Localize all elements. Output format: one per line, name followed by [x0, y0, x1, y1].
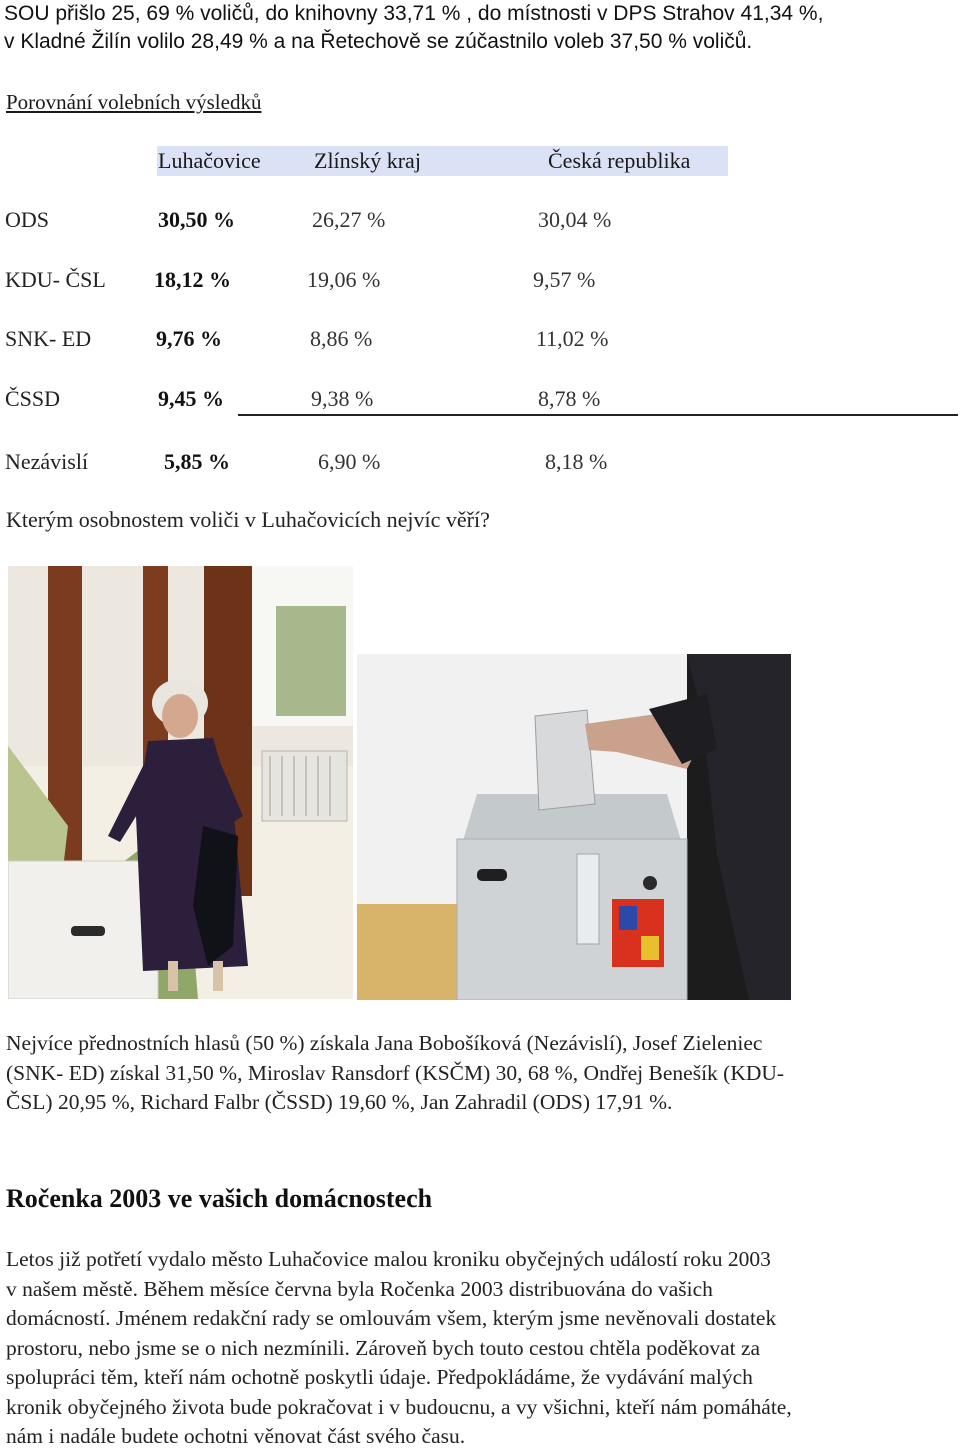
cell-kdu-luhacovice: 18,12 % — [154, 267, 231, 292]
yearbook-paragraph — [6, 1245, 946, 1452]
cell-nez-zlin: 6,90 % — [318, 449, 381, 474]
yearbook-line-2: v našem městě. Během měsíce června byla Ročenka 2003 distribuována do vašich — [6, 1276, 713, 1301]
cell-ods-luhacovice: 30,50 % — [158, 207, 235, 232]
cell-nez-luhacovice: 5,85 % — [164, 449, 230, 474]
yearbook-line-4: prostoru, nebo jsme se o nich nezmínili. Zároveň bych touto cestou chtěla poděkovat za — [6, 1335, 761, 1360]
yearbook-heading: Ročenka 2003 ve vašich domácnostech — [6, 1184, 433, 1213]
row-party-snk-ed: SNK- ED — [5, 326, 92, 351]
comparison-title: Porovnání volebních výsledků — [6, 90, 262, 114]
candidates-line-3: ČSL) 20,95 %, Richard Falbr (ČSSD) 19,60 %, Jan Zahradil (ODS) 17,91 %. — [6, 1090, 673, 1114]
row-party-nezavisli: Nezávislí — [5, 449, 89, 474]
cell-ods-zlin: 26,27 % — [312, 207, 386, 232]
cell-snk-zlin: 8,86 % — [310, 326, 373, 351]
question-heading: Kterým osobnostem voliči v Luhačovicích nejvíc věří? — [6, 507, 490, 532]
row-party-cssd: ČSSD — [5, 386, 61, 411]
candidates-paragraph — [6, 1029, 946, 1118]
yearbook-line-7: nám i nadále budete ochotni věnovat část svého času. — [6, 1424, 466, 1448]
yearbook-line-3: domácností. Jménem redakční rady se omlouvám všem, kterým jsme nevěnovali dostatek — [6, 1306, 777, 1330]
row-party-ods: ODS — [5, 207, 50, 232]
cell-cssd-zlin: 9,38 % — [311, 386, 374, 411]
table-rule — [238, 414, 958, 416]
cell-snk-luhacovice: 9,76 % — [156, 326, 222, 351]
cell-nez-cr: 8,18 % — [545, 449, 608, 474]
yearbook-line-5: spolupráci těm, kteří nám ochotně poskytli údaje. Předpokládáme, že vydávání malých — [6, 1365, 753, 1389]
column-header-luhacovice: Luhačovice — [158, 148, 261, 173]
intro-line-2: v Kladné Žilín volilo 28,49 % a na Řetechově se zúčastnilo voleb 37,50 % voličů. — [4, 30, 753, 53]
photo-elderly-voter — [8, 566, 353, 999]
column-header-ceska-republika: Česká republika — [548, 148, 691, 173]
cell-kdu-cr: 9,57 % — [533, 267, 596, 292]
candidates-line-1: Nejvíce přednostních hlasů (50 %) získala Jana Bobošíková (Nezávislí), Josef Zieleniec — [6, 1031, 763, 1055]
intro-line-1: SOU přišlo 25, 69 % voličů, do knihovny 33,71 % , do místnosti v DPS Strahov 41,34 %, — [4, 2, 824, 25]
cell-cssd-luhacovice: 9,45 % — [158, 386, 224, 411]
cell-cssd-cr: 8,78 % — [538, 386, 601, 411]
cell-snk-cr: 11,02 % — [536, 326, 609, 351]
yearbook-line-6: kronik obyčejného života bude pokračovat i v budoucnu, a vy všichni, kteří nám pomáháte, — [6, 1394, 792, 1419]
candidates-line-2: (SNK- ED) získal 31,50 %, Miroslav Ransdorf (KSČM) 30, 68 %, Ondřej Benešík (KDU- — [6, 1060, 785, 1085]
photo-ballot-box — [357, 654, 791, 1000]
cell-ods-cr: 30,04 % — [538, 207, 612, 232]
cell-kdu-zlin: 19,06 % — [307, 267, 381, 292]
row-party-kdu-csl: KDU- ČSL — [5, 267, 106, 292]
column-header-zlinsky-kraj: Zlínský kraj — [314, 148, 421, 173]
yearbook-line-1: Letos již potřetí vydalo město Luhačovice malou kroniku obyčejných událostí roku 2003 — [6, 1247, 771, 1271]
